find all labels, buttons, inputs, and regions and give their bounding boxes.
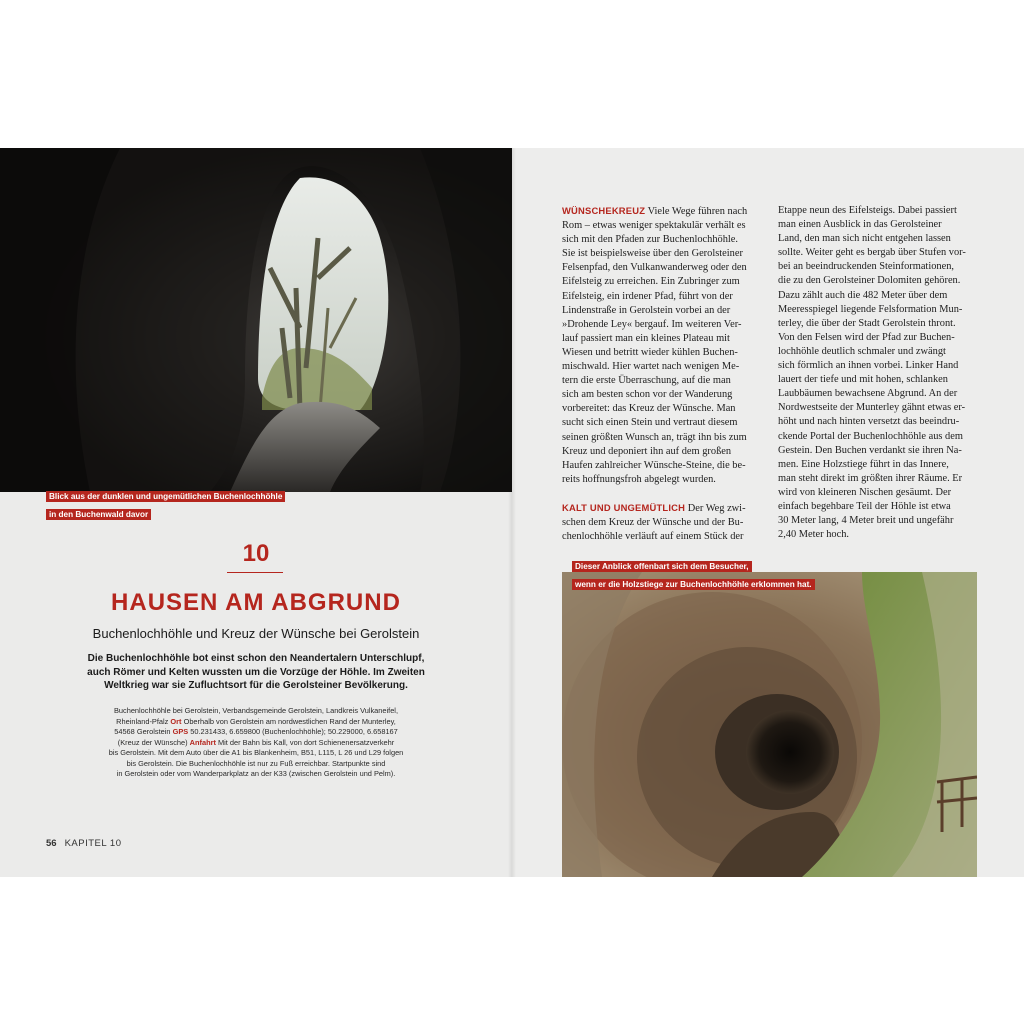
body-line: sucht sich einen Stein und vertraut diesem [562, 417, 738, 429]
body-line: Viele Wege führen nach [647, 206, 748, 217]
body-line: Gestein. Den Buchen verdankt sie ihren Na- [778, 444, 962, 456]
body-line: lauert der tiefe und mit hohen, schlanken [778, 374, 948, 386]
body-line: sich förmlich an ihnen vorbei. Linker Hand [778, 360, 959, 372]
body-line: Nordwestseite der Munterley gähnt etwas er- [778, 402, 966, 414]
body-line: lauf passiert man ein kleines Plateau mit [562, 332, 730, 344]
section-heading-kalt: KALT UND UNGEMÜTLICH [562, 501, 686, 513]
info-key-anfahrt: Anfahrt [189, 737, 216, 747]
chapter-title: HAUSEN AM ABGRUND [111, 589, 401, 616]
cave-exit-illustration [0, 148, 512, 492]
right-page [512, 148, 1024, 877]
body-line: 2,40 Meter hoch. [778, 529, 849, 541]
book-gutter [508, 148, 516, 877]
body-line: seinen größten Wunsch an, trägt ihn bis zum [562, 431, 747, 443]
body-line: chenlochhöhle verläuft auf einem Stück der [562, 531, 744, 543]
chapter-subtitle: Buchenlochhöhle und Kreuz der Wünsche bei Gerolstein [92, 626, 420, 641]
left-photo-caption [46, 486, 285, 522]
info-line: 50.231433, 6.659800 (Buchenlochhöhle); 50.229000, 6.658167 [190, 727, 398, 736]
page-number: 56 [46, 838, 57, 849]
body-line: ckende Portal der Buchenlochhöhle aus dem [778, 430, 963, 442]
body-line: Haufen zahlreicher Wünsche-Steine, die be- [562, 459, 746, 471]
body-line: sich mit den Pfaden zur Buchenlochhöhle. [562, 234, 739, 246]
body-line: men. Eine Holzstiege führt in das Innere, [778, 458, 949, 470]
body-line: »Drohende Ley« bergauf. Im weiteren Ver- [562, 318, 742, 330]
info-line: in Gerolstein oder vom Wanderparkplatz an der K33 (zwischen Gerolstein und Pelm). [116, 769, 396, 778]
info-line: Mit der Bahn bis Kall, von dort Schienenersatzverkehr [218, 737, 395, 747]
body-line: lochhöhle deutlich schmaler und zwängt [778, 345, 946, 357]
info-line: (Kreuz der Wünsche) [117, 737, 188, 747]
cave-tunnel-photo [562, 572, 977, 877]
lead-line: Weltkrieg war sie Zufluchtsort für die Gerolsteiner Bevölkerung. [104, 680, 408, 691]
body-line: Rom – etwas weniger spektakulär verhält es [562, 220, 746, 232]
body-line: Wiesen und betritt wieder kühlen Buchen- [562, 346, 738, 358]
body-line: Land, den man sich nicht entgehen lassen [778, 233, 951, 245]
body-line: Eifelsteig, ein irdener Pfad, führt von der [562, 290, 733, 302]
info-line: Buchenlochhöhle bei Gerolstein, Verbandsgemeinde Gerolstein, Landkreis Vulkaneifel, [113, 706, 399, 715]
body-line: Kreuz und deponiert ihn auf dem großen [562, 445, 732, 457]
info-line: bis Gerolstein. Mit dem Auto über die A1 bis Blankenheim, B51, L115, L 26 und L29 folgen [108, 748, 404, 757]
lead-paragraph [70, 652, 442, 693]
chapter-number: 10 [242, 540, 270, 567]
body-line: mischwald. Hier wartet nach wenigen Me- [562, 361, 740, 373]
section-heading-wuenschekreuz: WÜNSCHEKREUZ [562, 205, 646, 216]
body-line: Eifelsteig zu erreichen. Ein Zubringer zum [562, 276, 740, 288]
body-line: Meeresspiegel liegende Felsformation Mun- [778, 303, 963, 315]
lead-line: Die Buchenlochhöhle bot einst schon den Neandertalern Unterschlupf, [87, 653, 425, 664]
right-photo-caption-line2: wenn er die Holzstiege zur Buchenlochhöhle erklommen hat. [572, 579, 815, 590]
body-line: terley, die über der Stadt Gerolstein thront. [778, 317, 956, 329]
folio-chapter: KAPITEL 10 [64, 838, 122, 849]
body-line: Dazu zählt auch die 482 Meter über dem [778, 289, 948, 301]
body-line: einfach begehbare Teil der Höhle ist etwa [778, 500, 951, 512]
body-line: bei an beeindruckenden Steinformationen, [778, 261, 955, 273]
info-key-gps: GPS [172, 727, 189, 736]
lead-line: auch Römer und Kelten wussten um die Vorzüge der Höhle. Im Zweiten [87, 666, 425, 678]
body-line: reits hoffnungsfroh abgelegt wurden. [562, 473, 716, 485]
text-column-2 [778, 204, 983, 542]
info-line: Rheinland-Pfalz [116, 716, 169, 726]
body-line: Etappe neun des Eifelsteigs. Dabei passiert [778, 205, 957, 216]
body-line: Laubbäumen bewachsene Abgrund. An der [778, 388, 958, 400]
body-line: vorbereitet: das Kreuz der Wünsche. Man [562, 403, 736, 415]
left-page [0, 148, 512, 877]
body-line: Von den Felsen wird der Pfad zur Buchen- [778, 331, 955, 343]
info-key-ort: Ort [170, 716, 182, 726]
info-line: Oberhalb von Gerolstein am nordwestlichen Rand der Munterley, [183, 716, 396, 726]
body-line: 30 Meter lang, 4 Meter breit und ungefähr [778, 515, 954, 527]
body-line: schen dem Kreuz der Wünsche und der Bu- [562, 516, 744, 528]
body-line: Lindenstraße in Gerolstein vorbei an der [562, 304, 731, 316]
right-photo-caption-line1: Dieser Anblick offenbart sich dem Besucher, [572, 561, 752, 572]
folio [46, 838, 122, 849]
body-line: sollte. Weiter geht es bergab über Stufen vor- [778, 247, 966, 259]
text-column-1 [562, 204, 767, 544]
body-line: tern die erste Überraschung, auf die man [562, 375, 731, 387]
body-line: die zu den Gerolsteiner Dolomiten gehören. [778, 275, 961, 287]
info-box [76, 706, 436, 780]
cave-tunnel-illustration [562, 572, 977, 877]
body-line: man steht direkt im größten ihrer Räume. Er [778, 472, 963, 484]
body-line: man einen Ausblick in das Gerolsteiner [778, 219, 942, 231]
right-photo-caption [572, 556, 815, 592]
chapter-rule [227, 572, 283, 573]
left-photo-caption-line1: Blick aus der dunklen und ungemütlichen Buchenlochhöhle [46, 491, 285, 502]
cave-exit-photo [0, 148, 512, 492]
left-photo-caption-line2: in den Buchenwald davor [46, 509, 151, 520]
body-line: Felsenpfad, den Vulkanwanderweg oder den [562, 262, 747, 274]
info-line: 54568 Gerolstein [114, 727, 171, 736]
book-spread [0, 148, 1024, 877]
body-line: Sie ist beispielsweise über den Gerolsteiner [562, 248, 743, 260]
body-line: wird von kleineren Nischen gesäumt. Der [778, 486, 952, 498]
info-line: bis Gerolstein. Die Buchenlochhöhle ist nur zu Fuß erreichbar. Startpunkte sind [126, 758, 386, 768]
body-line: höht und nach hinten versetzt das beeindru- [778, 416, 960, 428]
body-line: Der Weg zwi- [687, 502, 746, 514]
body-line: sich am besten schon vor der Wanderung [562, 389, 733, 401]
